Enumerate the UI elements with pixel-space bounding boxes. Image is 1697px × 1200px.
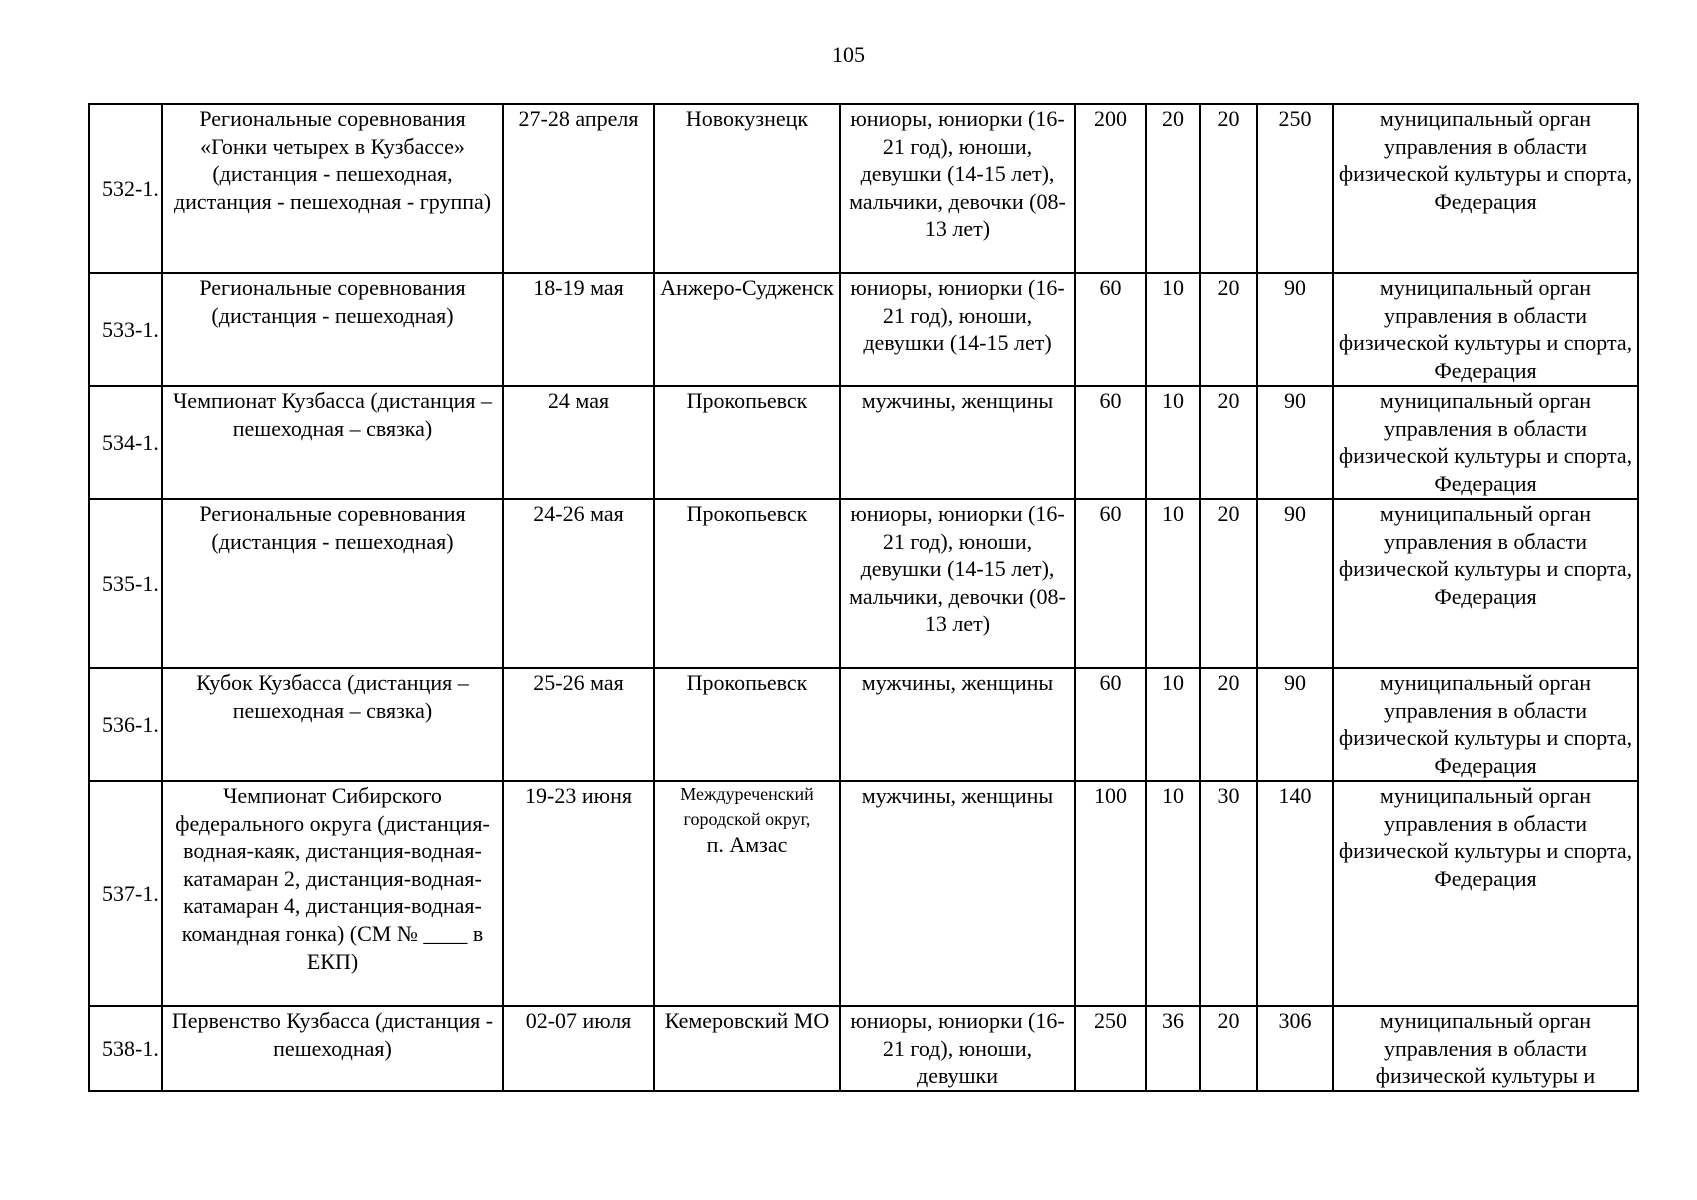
count-judges: 30 xyxy=(1200,781,1257,1006)
count-total: 140 xyxy=(1257,781,1333,1006)
event-name: Чемпионат Сибирского федерального округа (дистанция-водная-каяк, дистанция-водная-катамаран 2, дистанция-водная-катамаран 4, дистанция-водная-командная гонка) (СМ № ____ в ЕКП) xyxy=(162,781,503,1006)
count-judges: 20 xyxy=(1200,104,1257,273)
event-organizer: муниципальный орган управления в области физической культуры и спорта, Федерация xyxy=(1333,668,1638,781)
row-number: 534-1. xyxy=(89,386,162,499)
event-place xyxy=(654,781,840,1006)
row-number: 533-1. xyxy=(89,273,162,386)
event-name: Региональные соревнования «Гонки четырех в Кузбассе» (дистанция - пешеходная, дистанция - пешеходная - группа) xyxy=(162,104,503,273)
count-total: 90 xyxy=(1257,499,1333,668)
event-participants: юниоры, юниорки (16-21 год), юноши, девушки xyxy=(840,1006,1075,1091)
event-place: Новокузнецк xyxy=(654,104,840,273)
count-athletes: 60 xyxy=(1075,386,1146,499)
event-name: Региональные соревнования (дистанция - пешеходная) xyxy=(162,273,503,386)
table-row xyxy=(89,386,1638,499)
event-date: 02-07 июля xyxy=(503,1006,654,1091)
event-name: Чемпионат Кузбасса (дистанция – пешеходная – связка) xyxy=(162,386,503,499)
event-name: Региональные соревнования (дистанция - пешеходная) xyxy=(162,499,503,668)
count-athletes: 60 xyxy=(1075,273,1146,386)
event-date: 18-19 мая xyxy=(503,273,654,386)
count-coaches: 20 xyxy=(1146,104,1200,273)
count-judges: 20 xyxy=(1200,386,1257,499)
event-name: Первенство Кузбасса (дистанция - пешеходная) xyxy=(162,1006,503,1091)
table-row xyxy=(89,668,1638,781)
event-name: Кубок Кузбасса (дистанция – пешеходная – связка) xyxy=(162,668,503,781)
event-organizer: муниципальный орган управления в области физической культуры и xyxy=(1333,1006,1638,1091)
event-organizer: муниципальный орган управления в области физической культуры и спорта, Федерация xyxy=(1333,499,1638,668)
event-organizer: муниципальный орган управления в области физической культуры и спорта, Федерация xyxy=(1333,386,1638,499)
event-date: 24 мая xyxy=(503,386,654,499)
count-judges: 20 xyxy=(1200,668,1257,781)
row-number: 537-1. xyxy=(89,781,162,1006)
count-coaches: 10 xyxy=(1146,668,1200,781)
count-coaches: 10 xyxy=(1146,499,1200,668)
events-table xyxy=(88,103,1639,1092)
place-line: городской округ, xyxy=(683,809,811,829)
count-athletes: 200 xyxy=(1075,104,1146,273)
event-participants: мужчины, женщины xyxy=(840,781,1075,1006)
count-coaches: 36 xyxy=(1146,1006,1200,1091)
event-participants: юниоры, юниорки (16-21 год), юноши, девушки (14-15 лет), мальчики, девочки (08-13 лет) xyxy=(840,499,1075,668)
table-row xyxy=(89,781,1638,1006)
count-coaches: 10 xyxy=(1146,781,1200,1006)
place-line: Междуреченский xyxy=(680,784,814,804)
event-participants: мужчины, женщины xyxy=(840,668,1075,781)
table-row xyxy=(89,1006,1638,1091)
row-number: 535-1. xyxy=(89,499,162,668)
event-organizer: муниципальный орган управления в области физической культуры и спорта, Федерация xyxy=(1333,104,1638,273)
event-date: 27-28 апреля xyxy=(503,104,654,273)
event-date: 25-26 мая xyxy=(503,668,654,781)
count-total: 250 xyxy=(1257,104,1333,273)
place-line: п. Амзас xyxy=(706,832,788,857)
event-place: Прокопьевск xyxy=(654,386,840,499)
count-athletes: 60 xyxy=(1075,499,1146,668)
event-participants: юниоры, юниорки (16-21 год), юноши, девушки (14-15 лет) xyxy=(840,273,1075,386)
count-total: 90 xyxy=(1257,386,1333,499)
event-participants: юниоры, юниорки (16-21 год), юноши, девушки (14-15 лет), мальчики, девочки (08-13 лет) xyxy=(840,104,1075,273)
event-place: Прокопьевск xyxy=(654,499,840,668)
count-total: 90 xyxy=(1257,273,1333,386)
event-place: Анжеро-Судженск xyxy=(654,273,840,386)
count-athletes: 250 xyxy=(1075,1006,1146,1091)
event-date: 19-23 июня xyxy=(503,781,654,1006)
event-place: Прокопьевск xyxy=(654,668,840,781)
row-number: 536-1. xyxy=(89,668,162,781)
table-row xyxy=(89,273,1638,386)
event-participants: мужчины, женщины xyxy=(840,386,1075,499)
count-judges: 20 xyxy=(1200,1006,1257,1091)
row-number: 538-1. xyxy=(89,1006,162,1091)
count-athletes: 60 xyxy=(1075,668,1146,781)
count-coaches: 10 xyxy=(1146,273,1200,386)
event-place: Кемеровский МО xyxy=(654,1006,840,1091)
event-date: 24-26 мая xyxy=(503,499,654,668)
page-number: 105 xyxy=(832,42,865,67)
table-row xyxy=(89,104,1638,273)
count-judges: 20 xyxy=(1200,499,1257,668)
count-total: 90 xyxy=(1257,668,1333,781)
event-organizer: муниципальный орган управления в области физической культуры и спорта, Федерация xyxy=(1333,781,1638,1006)
count-coaches: 10 xyxy=(1146,386,1200,499)
table-row xyxy=(89,499,1638,668)
count-judges: 20 xyxy=(1200,273,1257,386)
row-number: 532-1. xyxy=(89,104,162,273)
event-organizer: муниципальный орган управления в области физической культуры и спорта, Федерация xyxy=(1333,273,1638,386)
count-total: 306 xyxy=(1257,1006,1333,1091)
count-athletes: 100 xyxy=(1075,781,1146,1006)
